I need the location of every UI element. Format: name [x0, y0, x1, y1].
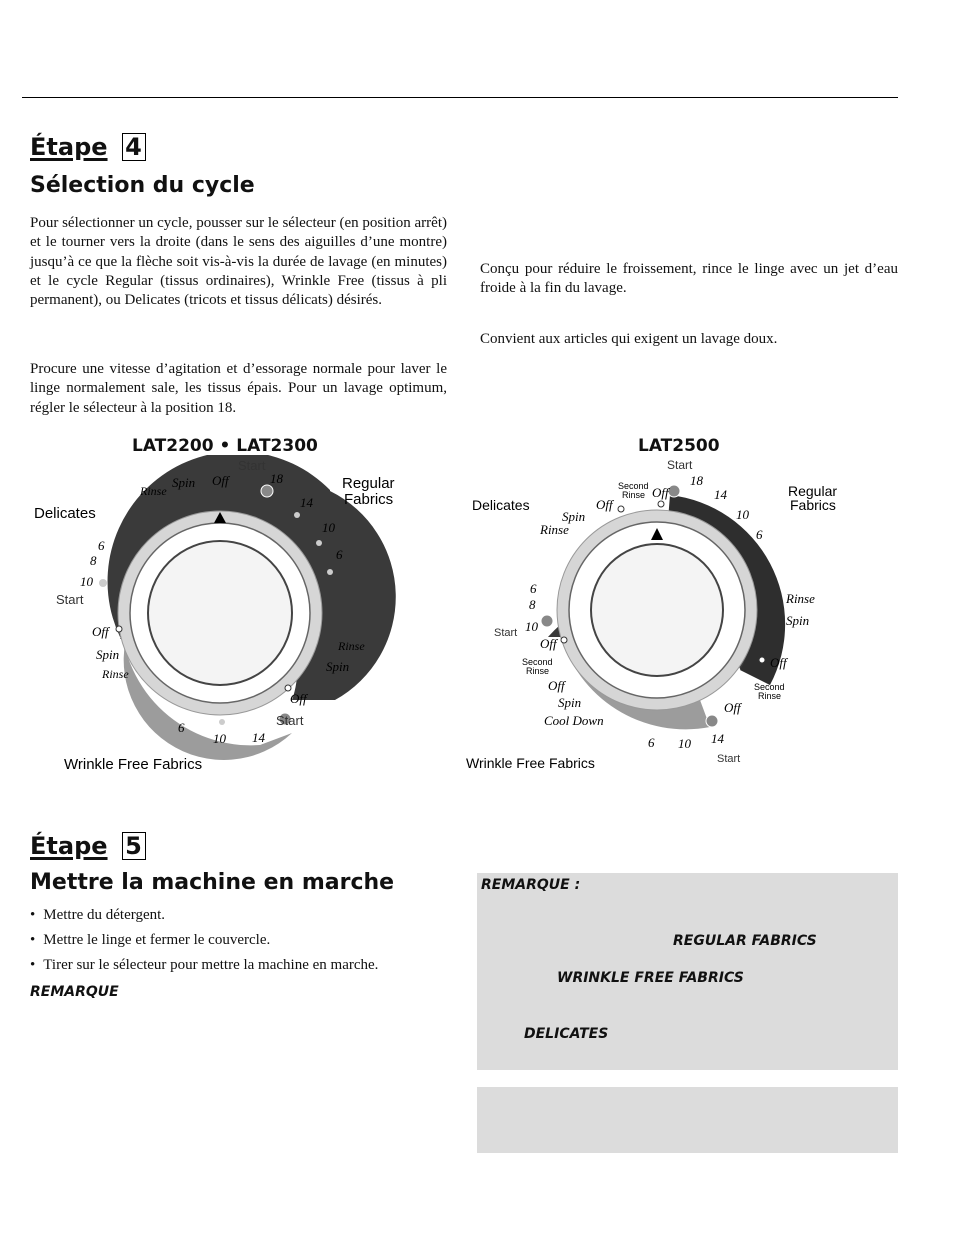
off-r-label: Off [770, 655, 787, 670]
dot [219, 719, 225, 725]
dot [261, 485, 273, 497]
delicates-paragraph: Convient aux articles qui exigent un lavage doux. [480, 331, 778, 347]
label-w10: 10 [213, 731, 226, 746]
label-d10: 10 [525, 619, 538, 634]
section-title: Sélection du cycle [30, 173, 255, 198]
instruction-list [30, 906, 378, 981]
remark-label: REMARQUE [30, 984, 119, 1000]
step-number: 4 [122, 133, 146, 161]
label-d8: 8 [529, 597, 536, 612]
dot [618, 506, 624, 512]
off2-label: Off [540, 636, 557, 651]
off-r2-label: Off [724, 700, 741, 715]
spin3-label: Spin [326, 659, 350, 674]
remark-wrinkle: WRINKLE FREE FABRICS [557, 970, 744, 986]
off2-label: Off [92, 624, 109, 639]
rinse-small-label: Rinse [622, 490, 646, 500]
off-d-label: Off [596, 497, 613, 512]
step-label: Étape [30, 832, 108, 860]
wrinkle-free-label: Wrinkle Free Fabrics [466, 755, 595, 771]
dot [668, 485, 680, 497]
dot [116, 626, 122, 632]
label-14: 14 [714, 487, 727, 502]
delicates-start-label: Start [56, 592, 84, 607]
start-top-label: Start [667, 458, 693, 472]
label-d8: 8 [90, 553, 97, 568]
spin-d-label: Spin [562, 509, 586, 524]
step-5-heading [30, 832, 146, 860]
diagram-left-title: LAT2200 • LAT2300 [132, 436, 318, 456]
fabrics-label: Fabrics [790, 497, 836, 513]
step-4-heading [30, 133, 146, 161]
dot [316, 540, 322, 546]
start-top-label: Start [238, 458, 266, 473]
rinse-d-label: Rinse [540, 522, 569, 537]
label-6: 6 [336, 547, 343, 562]
off3-label: Off [548, 678, 565, 693]
rinse2-small-label: Rinse [526, 666, 550, 676]
off-label: Off [652, 485, 669, 500]
delicates-label: Delicates [34, 505, 96, 522]
fabrics-label: Fabrics [344, 491, 394, 508]
label-d6: 6 [98, 538, 105, 553]
spin2-label: Spin [96, 647, 120, 662]
remark-delicates: DELICATES [524, 1026, 609, 1042]
note-box [477, 1087, 898, 1153]
label-w6: 6 [648, 735, 655, 750]
dot [327, 569, 333, 575]
rinse-r-label: Rinse [786, 591, 815, 606]
start-bottom-label: Start [276, 713, 304, 728]
second3-label: Second [754, 682, 785, 692]
remark-regular: REGULAR FABRICS [673, 933, 817, 949]
label-14: 14 [300, 495, 313, 510]
list-item: • Tirer sur le sélecteur pour mettre la machine en marche. [30, 956, 378, 975]
rinse-label: Rinse [140, 484, 167, 498]
intro-paragraph: Pour sélectionner un cycle, pousser sur le sélecteur (en position arrêt) et le tourner vers la droite (dans le sens des aiguilles d’une montre) jusqu’à ce que la flèche soit vis-à-vis la durée de lavage (en minutes) et le cycle Regular (tissus ordinaires), Wrinkle Free (tissus à pli permanent), ou Delicates (tricots et tissus délicats) désirés. [30, 215, 447, 309]
regular-paragraph: Procure une vitesse d’agitation et d’essorage normale pour laver le linge normalement sale, les tissus épais. Pour un lavage optimum, régler le sélecteur à la position 18. [30, 361, 447, 416]
diagram-right-title: LAT2500 [638, 436, 720, 456]
rinse3-label: Rinse [338, 639, 365, 653]
label-w14: 14 [252, 730, 265, 745]
dot [294, 512, 300, 518]
delicates-start-label: Start [494, 627, 518, 639]
cooldown-label: Cool Down [544, 713, 604, 728]
dot [658, 501, 664, 507]
second-label: Second [618, 481, 649, 491]
label-18: 18 [270, 471, 283, 486]
spin3-label: Spin [558, 695, 582, 710]
remark-box-title: REMARQUE : [481, 877, 581, 893]
regular-label: Regular [342, 475, 395, 492]
delicates-label: Delicates [472, 497, 530, 513]
label-10: 10 [736, 507, 749, 522]
spin-label: Spin [172, 475, 196, 490]
label-w10: 10 [678, 736, 691, 751]
dot [561, 637, 567, 643]
rinse3-small-label: Rinse [758, 691, 782, 701]
dot [541, 615, 553, 627]
dot [706, 715, 718, 727]
label-w14: 14 [711, 731, 724, 746]
label-10: 10 [322, 520, 335, 535]
regular-label: Regular [788, 483, 838, 499]
dial-diagram-left [30, 455, 450, 785]
rinse2-label: Rinse [102, 667, 129, 681]
label-d6: 6 [530, 581, 537, 596]
label-18: 18 [690, 473, 703, 488]
second2-label: Second [522, 657, 553, 667]
dial-knob[interactable] [591, 544, 723, 676]
off3-label: Off [290, 691, 307, 706]
list-item: • Mettre du détergent. [30, 906, 378, 925]
step-number: 5 [122, 832, 146, 860]
wrinkle-free-label: Wrinkle Free Fabrics [64, 756, 203, 773]
start-bottom-label: Start [717, 753, 741, 765]
section-title: Mettre la machine en marche [30, 870, 395, 895]
step-label: Étape [30, 133, 108, 161]
spin-r-label: Spin [786, 613, 810, 628]
wrinkle-paragraph: Conçu pour réduire le froissement, rince le linge avec un jet d’eau froide à la fin du lavage. [480, 261, 898, 297]
off-label: Off [212, 473, 229, 488]
label-d10: 10 [80, 574, 93, 589]
label-w6: 6 [178, 720, 185, 735]
list-item: • Mettre le linge et fermer le couvercle. [30, 931, 378, 950]
dial-diagram-right [460, 455, 900, 785]
dial-knob[interactable] [148, 541, 292, 685]
label-6: 6 [756, 527, 763, 542]
dot [759, 657, 765, 663]
dot [99, 579, 107, 587]
top-rule [22, 97, 898, 98]
